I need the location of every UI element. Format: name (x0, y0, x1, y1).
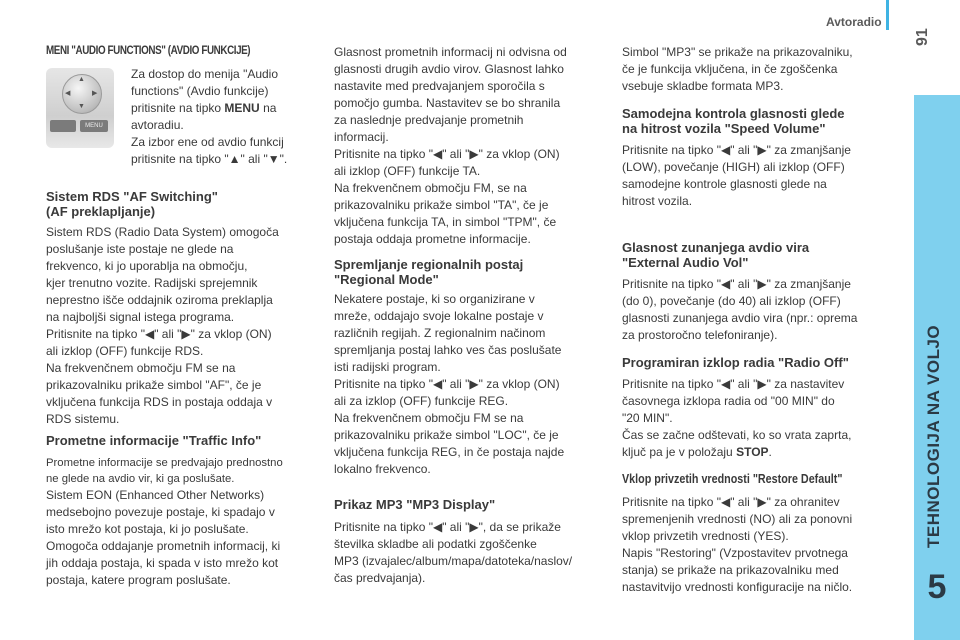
text-line: jih oddaja postaja, ki spada v isto mrežo kot (46, 556, 279, 570)
text-line: nastavitvijo vrednosti konfiguracije na ničlo. (622, 580, 853, 594)
menu-audio-functions-heading: MENI "AUDIO FUNCTIONS" (AVDIO FUNKCIJE) (46, 43, 251, 57)
text-line: Za dostop do menija "Audio (131, 67, 279, 81)
sidebar-section-title: TEHNOLOGIJA NA VOLJO (924, 324, 943, 548)
radio-off-paragraph (622, 376, 894, 461)
text-line: vklop privzetih vrednosti (YES). (622, 529, 789, 543)
text-line: za prostoročno telefoniranje). (622, 328, 778, 342)
text-line: ali za izklop (OFF) funkcije REG. (334, 394, 509, 408)
radio-button-left (50, 120, 76, 132)
text-line: vključena funkcija TA, in simbol "TPM", če (334, 215, 557, 229)
text-line (131, 100, 321, 117)
text-line: ne glede na avdio vir, ki ga poslušate. (46, 473, 235, 485)
text-segment: ključ pa je v položaju (622, 445, 737, 459)
text-line: številka skladbe ali podatki zgoščenke (334, 537, 537, 551)
text-line: vsebuje skladbe formata MP3. (622, 79, 784, 93)
text-line: Pritisnite na tipko "◀" ali "▶" za vklop (ON) (334, 377, 560, 391)
text-line: čas predvajanja). (334, 571, 426, 585)
text-line: samodejne kontrole glasnosti glede na (622, 177, 827, 191)
heading-line: Sistem RDS "AF Switching" (46, 189, 218, 204)
text-line: Za izbor ene od avdio funkcij (131, 135, 284, 149)
text-line: medsebojno povezuje postaje, ki spadajo v (46, 505, 275, 519)
text-line: Na frekvenčnem območju FM, se na (334, 181, 527, 195)
menu-button-illustration: MENU (80, 120, 108, 132)
text-line: nastavite med predvajanjem sporočila s (334, 79, 545, 93)
text-line: functions" (Avdio funkcije) (131, 84, 269, 98)
mp3-display-heading: Prikaz MP3 "MP3 Display" (334, 497, 496, 512)
text-line: Čas se začne odštevati, ko so vrata zaprta, (622, 428, 852, 442)
text-line: ali izklop (OFF) funkcije RDS. (46, 344, 204, 358)
arrow-down-icon: ▼ (78, 103, 85, 110)
stop-key-label: STOP (736, 445, 769, 459)
text-line: prikazovalniku prikaže simbol "TA", če je (334, 198, 549, 212)
text-segment: . (768, 445, 772, 459)
text-line: Pritisnite na tipko "◀" ali "▶" za zmanjšanje (622, 277, 851, 291)
text-line: isti radijski program. (334, 360, 441, 374)
traffic-priority-note (46, 455, 318, 487)
restore-default-heading: Vklop privzetih vrednosti "Restore Default" (622, 472, 843, 486)
text-line: RDS sistemu. (46, 412, 120, 426)
restore-default-paragraph (622, 494, 894, 596)
arrow-right-icon: ▶ (92, 90, 98, 97)
text-line: "20 MIN". (622, 411, 673, 425)
text-line: neprestno išče oddajnik oziroma preklaplja (46, 293, 273, 307)
text-line: informacij. (334, 130, 389, 144)
external-audio-heading (622, 240, 809, 270)
heading-line: Glasnost zunanjega avdio vira (622, 240, 810, 255)
heading-line: Samodejna kontrola glasnosti glede (622, 106, 845, 121)
mp3-display-paragraph (334, 519, 606, 587)
text-line: (LOW), povečanje (HIGH) ali izklop (OFF) (622, 160, 845, 174)
text-line: Pritisnite na tipko "◀" ali "▶" za vklop (ON) (334, 147, 560, 161)
text-line (622, 444, 894, 461)
text-line: Prometne informacije se predvajajo prednostno (46, 457, 283, 469)
text-line: spremenjenih vrednosti (NO) ali za ponovni (622, 512, 853, 526)
text-line: postaja, katere program poslušate. (46, 573, 231, 587)
text-line: poslušanje iste postaje ne glede na (46, 242, 234, 256)
menu-intro-paragraph (131, 66, 321, 168)
text-line: pritisnite na tipko "▲" ali "▼". (131, 152, 288, 166)
text-line: Pritisnite na tipko "◀" ali "▶" za vklop (ON) (46, 327, 272, 341)
text-line: Omogoča oddajanje prometnih informacij, ki (46, 539, 281, 553)
text-line: MP3 (izvajalec/album/mapa/datoteka/naslov/ (334, 554, 573, 568)
external-audio-paragraph (622, 276, 894, 344)
rds-heading (46, 189, 218, 219)
text-line: Sistem RDS (Radio Data System) omogoča (46, 225, 279, 239)
text-line: stanja) se prikaže na prikazovalniku med (622, 563, 839, 577)
text-line: vključena funkcija RDS in postaja oddaja v (46, 395, 273, 409)
text-line: različnih regijah. Z regionalnim načinom (334, 326, 546, 340)
text-line: na najboljši signal istega programa. (46, 310, 235, 324)
text-line: vključena funkcija REG, in če postaja najde (334, 445, 565, 459)
text-line: hitrost vozila. (622, 194, 693, 208)
text-line: postaja oddaja prometne informacije. (334, 232, 531, 246)
text-line: avtoradiu. (131, 118, 184, 132)
text-line: spremljanja postaj lahko ves čas poslušate (334, 343, 562, 357)
text-line: časovnega izklopa radia od "00 MIN" do (622, 394, 835, 408)
text-line: Na frekvenčnem območju FM se na (334, 411, 524, 425)
text-segment: na (259, 101, 277, 115)
text-line: za naslednje predvajanje prometnih (334, 113, 524, 127)
speed-volume-paragraph (622, 142, 894, 210)
text-line: Glasnost prometnih informacij ni odvisna od (334, 45, 567, 59)
text-line: frekvenco, ki jo uporablja na območju, (46, 259, 248, 273)
traffic-eon-paragraph (46, 487, 318, 589)
rds-paragraph (46, 224, 318, 428)
text-line: Napis "Restoring" (Vzpostavitev prvotnega (622, 546, 848, 560)
heading-line: (AF preklapljanje) (46, 204, 156, 219)
navigation-knob (62, 74, 102, 114)
text-line: lokalno frekvenco. (334, 462, 431, 476)
text-line: Simbol "MP3" se prikaže na prikazovalniku, (622, 45, 853, 59)
text-line: prikazovalniku prikaže simbol "AF", če je (46, 378, 262, 392)
text-line: Pritisnite na tipko "◀" ali "▶" za zmanjšanje (622, 143, 851, 157)
text-line: prikazovalniku prikaže simbol "LOC", če je (334, 428, 559, 442)
traffic-info-heading: Prometne informacije "Traffic Info" (46, 433, 262, 448)
text-line: glasnosti zunanjega avdio vira (npr.: oprema (622, 311, 858, 325)
text-line: isto mrežo kot postaja, ki jo poslušate. (46, 522, 249, 536)
text-line: Nekatere postaje, ki so organizirane v (334, 292, 535, 306)
mp3-symbol-paragraph (622, 44, 894, 95)
page-number: 91 (914, 28, 931, 46)
heading-line: "External Audio Vol" (622, 255, 749, 270)
header-accent-line (886, 0, 889, 30)
traffic-volume-paragraph (334, 44, 606, 248)
text-line: Pritisnite na tipko "◀" ali "▶" za nastavitev (622, 377, 845, 391)
text-line: Sistem EON (Enhanced Other Networks) (46, 488, 265, 502)
arrow-left-icon: ◀ (65, 90, 71, 97)
text-line: ali izklop (OFF) funkcije TA. (334, 164, 481, 178)
text-line: kjer trenutno vozite. Radijski sprejemnik (46, 276, 258, 290)
heading-line: Spremljanje regionalnih postaj (334, 257, 524, 272)
radio-control-illustration (46, 68, 114, 148)
text-line: če je funkcija vključena, in če zgoščenka (622, 62, 838, 76)
text-line: mreže, oddajajo svoje lokalne postaje v (334, 309, 544, 323)
text-line: (do 0), povečanje (do 40) ali izklop (OFF) (622, 294, 841, 308)
text-line: pomočjo gumba. Nastavitev se bo shranila (334, 96, 561, 110)
text-line: Pritisnite na tipko "◀" ali "▶", da se prikaže (334, 520, 561, 534)
heading-line: na hitrost vozila "Speed Volume" (622, 121, 826, 136)
header-title: Avtoradio (826, 15, 882, 29)
text-line: Pritisnite na tipko "◀" ali "▶" za ohranitev (622, 495, 840, 509)
menu-key-label: MENU (224, 101, 260, 115)
radio-off-heading: Programiran izklop radia "Radio Off" (622, 355, 849, 370)
heading-line: "Regional Mode" (334, 272, 439, 287)
regional-mode-heading (334, 257, 523, 287)
arrow-up-icon: ▲ (78, 76, 85, 83)
text-segment: pritisnite na tipko (131, 101, 225, 115)
chapter-number: 5 (927, 568, 947, 606)
text-line: glasnosti drugih avdio virov. Glasnost lahko (334, 62, 564, 76)
regional-mode-paragraph (334, 291, 606, 478)
speed-volume-heading (622, 106, 845, 136)
text-line: Na frekvenčnem območju FM se na (46, 361, 236, 375)
